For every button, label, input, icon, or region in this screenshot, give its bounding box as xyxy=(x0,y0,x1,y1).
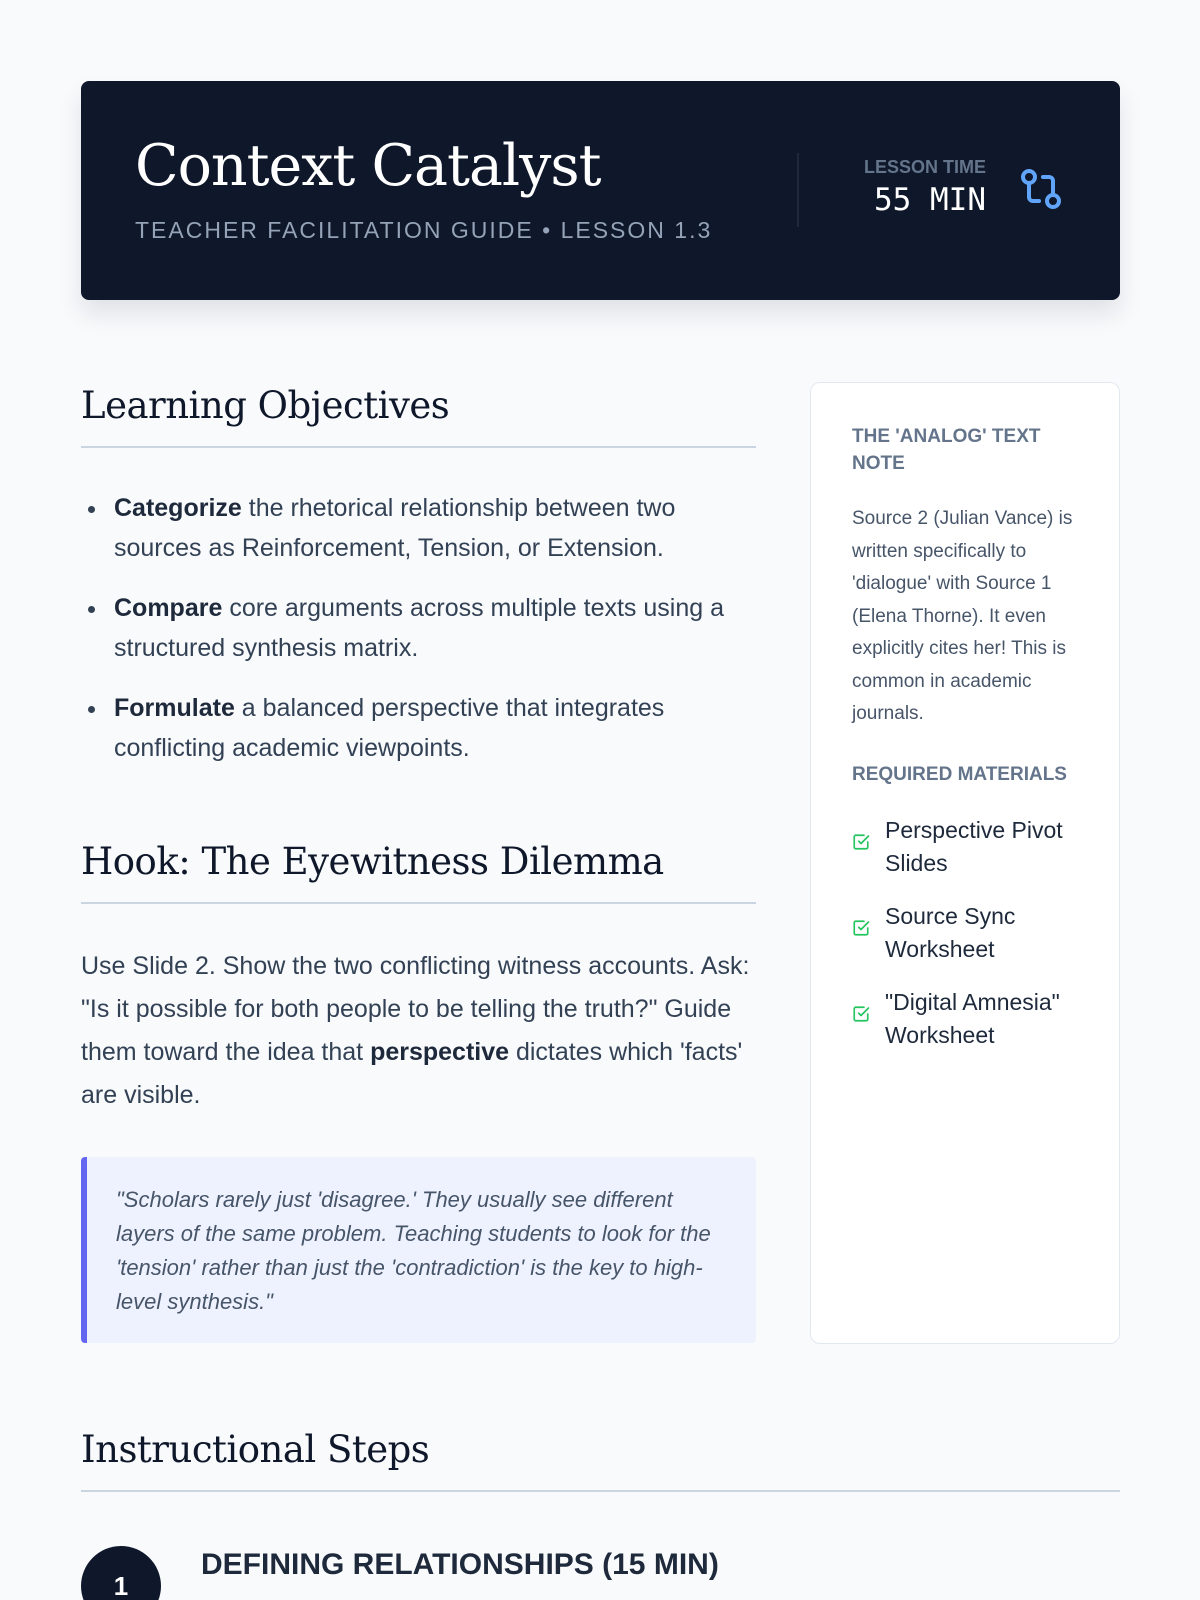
hook-text-after: dictates which 'facts' are visible. xyxy=(81,1038,743,1109)
hook-text-before: Use Slide 2. Show the two conflicting witness accounts. Ask: "Is it possible for both people to be telling the truth?" Guide them toward the idea that xyxy=(81,952,750,1066)
material-item xyxy=(852,900,1083,966)
steps-rule xyxy=(81,1490,1120,1492)
objective-text: a balanced perspective that integrates conflicting academic viewpoints. xyxy=(114,694,665,762)
note-text: Source 2 (Julian Vance) is written specifically to 'dialogue' with Source 1 (Elena Thorne). It even explicitly cites her! This is common in academic journals. xyxy=(852,508,1073,724)
note-heading: THE 'ANALOG' TEXT NOTE xyxy=(852,426,1041,474)
materials-list xyxy=(852,814,1083,1052)
hook-paragraph xyxy=(81,945,761,1117)
objective-text: core arguments across multiple texts using a structured synthesis matrix. xyxy=(114,594,724,662)
lesson-title: Context Catalyst xyxy=(135,133,601,199)
materials-heading: REQUIRED MATERIALS xyxy=(852,763,1067,785)
material-label: "Digital Amnesia" Worksheet xyxy=(885,988,1060,1048)
objective-text: the rhetorical relationship between two sources as Reinforcement, Tension, or Extension. xyxy=(114,494,676,562)
checkbox-check-icon xyxy=(852,919,870,937)
list-item xyxy=(81,588,756,668)
sidebar-card xyxy=(810,382,1120,1344)
lesson-header xyxy=(81,81,1120,300)
git-compare-icon xyxy=(1017,165,1065,213)
material-label: Source Sync Worksheet xyxy=(885,902,1016,962)
lesson-time-value: 55 MIN xyxy=(874,182,986,218)
header-divider xyxy=(797,153,799,227)
step-number-badge: 1 xyxy=(81,1546,161,1600)
objective-verb: Formulate xyxy=(114,694,235,722)
hook-text-bold: perspective xyxy=(370,1038,510,1066)
lesson-time-label: LESSON TIME xyxy=(863,157,986,177)
step-title: DEFINING RELATIONSHIPS (15 MIN) xyxy=(201,1548,719,1581)
list-item xyxy=(81,688,756,768)
material-label: Perspective Pivot Slides xyxy=(885,816,1063,876)
objectives-list xyxy=(81,488,756,788)
hook-rule xyxy=(81,902,756,904)
objectives-title: Learning Objectives xyxy=(81,384,450,427)
material-item xyxy=(852,814,1083,880)
checkbox-check-icon xyxy=(852,1005,870,1023)
facilitator-quote: "Scholars rarely just 'disagree.' They usually see different layers of the same problem. Teaching students to look for the 'tension' rather than just the 'contradiction' is the key to high-level synthesis." xyxy=(81,1157,756,1343)
objective-verb: Compare xyxy=(114,594,223,622)
objectives-rule xyxy=(81,446,756,448)
material-item xyxy=(852,986,1083,1052)
lesson-subtitle: TEACHER FACILITATION GUIDE • LESSON 1.3 xyxy=(135,217,713,243)
steps-title: Instructional Steps xyxy=(81,1428,430,1471)
checkbox-check-icon xyxy=(852,833,870,851)
objective-verb: Categorize xyxy=(114,494,242,522)
hook-title: Hook: The Eyewitness Dilemma xyxy=(81,840,664,883)
list-item xyxy=(81,488,756,568)
